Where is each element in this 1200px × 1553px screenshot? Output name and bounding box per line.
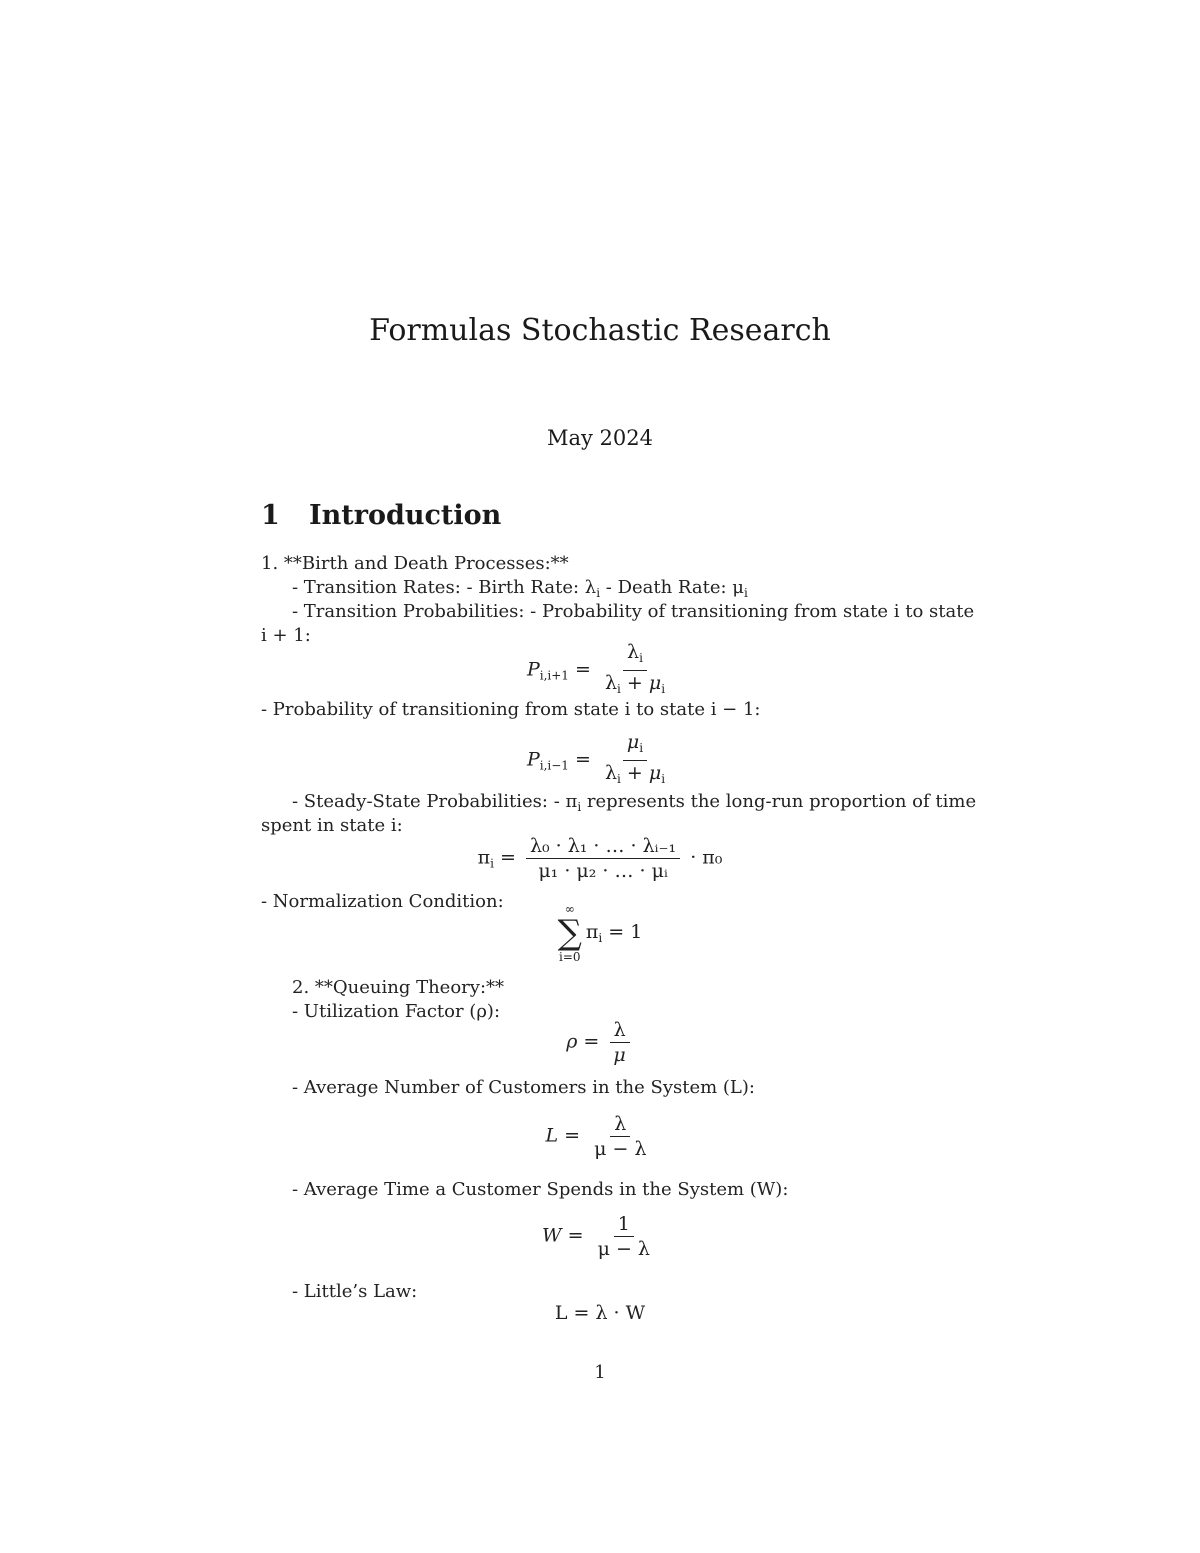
formula-pi: $\pi_i$ = $\frac{\text{λ₀ · λ₁ · … · λᵢ₋₁}}{\text{μ₁ · μ₂ · … · μᵢ}}$ · π₀ <box>477 835 723 882</box>
formula-p-up: $P_{i,i+1}$ = $\frac{\lambda_i}{\lambda_i + \mu_i}$ <box>526 641 666 696</box>
item-queuing-theory: 2. **Queuing Theory:** <box>292 977 505 998</box>
steady-state-cont: spent in state i: <box>261 815 403 836</box>
formula-p-down: $P_{i,i-1}$ = $\frac{\mu_i}{\lambda_i + \mu_i}$ <box>526 731 666 786</box>
avg-customers-line: - Average Number of Customers in the System (L): <box>292 1077 755 1098</box>
section-heading <box>261 500 501 531</box>
transition-rates-line: - Transition Rates: - Birth Rate: $\lambda_i$ - Death Rate: $\mu_i$ <box>292 577 748 600</box>
page-number: 1 <box>594 1362 606 1383</box>
item-birth-death: 1. **Birth and Death Processes:** <box>261 553 569 574</box>
formula-l: L = $\frac{\lambda}{\mu - \lambda}$ <box>545 1113 647 1160</box>
littles-law-line: - Little’s Law: <box>292 1281 418 1302</box>
transition-probabilities-cont: i + 1: <box>261 625 311 646</box>
formula-littles-law: L = λ · W <box>554 1302 646 1324</box>
document-date: May 2024 <box>546 426 653 450</box>
utilization-line: - Utilization Factor (ρ): <box>292 1001 501 1022</box>
document-title: Formulas Stochastic Research <box>369 313 831 348</box>
formula-normalization: ∞ ∑ i=0 $\pi_i = 1$ <box>557 902 643 964</box>
formula-w: W = $\frac{1}{\mu - \lambda}$ <box>542 1213 650 1260</box>
formula-rho: ρ = $\frac{\lambda}{\mu}$ <box>0 1018 1200 1067</box>
prob-down-line: - Probability of transitioning from state i to state i − 1: <box>261 699 761 720</box>
avg-time-line: - Average Time a Customer Spends in the System (W): <box>292 1179 789 1200</box>
transition-probabilities-line: - Transition Probabilities: - Probability of transitioning from state i to state <box>292 601 975 622</box>
section-title: Introduction <box>309 500 502 531</box>
steady-state-line: - Steady-State Probabilities: - $\pi_i$ represents the long-run proportion of time <box>292 791 977 814</box>
section-number: 1 <box>261 500 280 531</box>
normalization-line: - Normalization Condition: <box>261 891 504 912</box>
